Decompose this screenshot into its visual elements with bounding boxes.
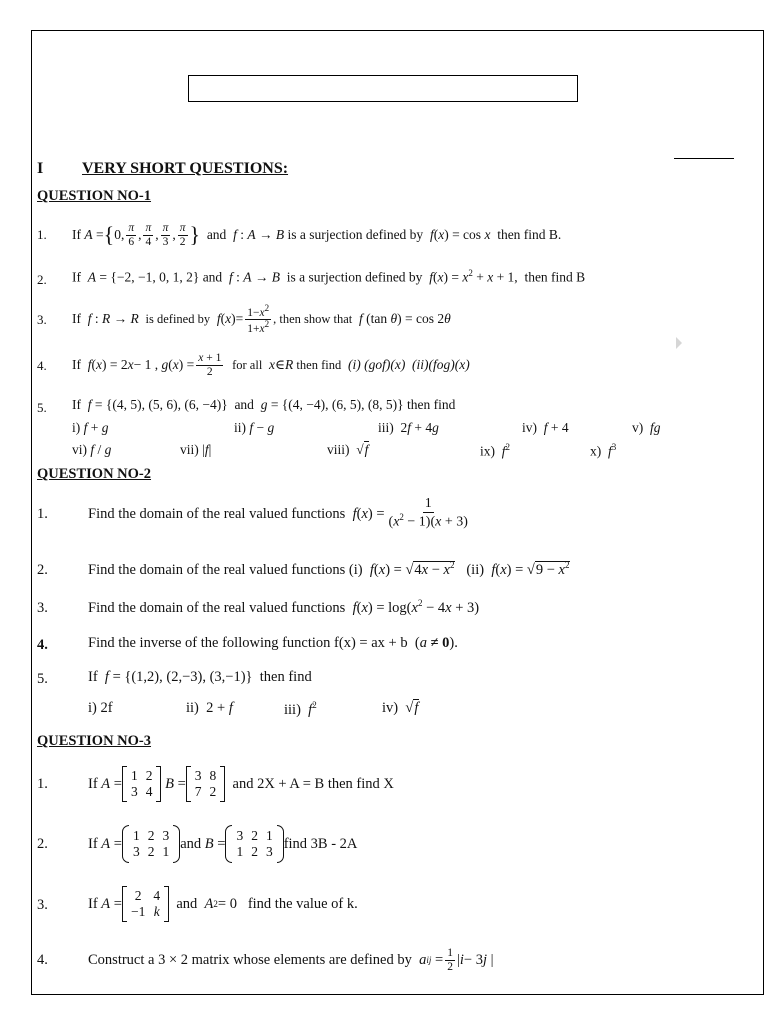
q2-1-text: Find the domain of the real valued functions f ( x ) = $\frac{1}{(x^2 - 1)(x + 3)}$ bbox=[88, 496, 468, 530]
q2-5-sub-ii: ii) 2 + f bbox=[186, 700, 233, 716]
q3-4-number: 4. bbox=[37, 952, 48, 968]
q1-5-sub-v: v) fg bbox=[632, 420, 661, 435]
q1-4-number: 4. bbox=[37, 358, 47, 373]
q1-4-text: If f ( x ) = 2 x − 1 , g ( x ) = $\frac{x + 1}{2}$ for all x ∈ R then find (i) (gof)(x) (ii)(fog)(x) bbox=[72, 352, 470, 378]
q1-5-sub-viii: viii) √f bbox=[327, 442, 369, 457]
q1-5-sub-vi: vi) f / g bbox=[72, 442, 112, 457]
q1-5-sub-iv: iv) f + 4 bbox=[522, 420, 569, 435]
q2-5-sub-iv: iv) √f bbox=[382, 700, 419, 716]
q1-5-sub-iii: iii) 2f + 4g bbox=[378, 420, 439, 435]
q1-5-sub-ix: ix) $f^2$ bbox=[480, 442, 511, 459]
q1-2-number: 2. bbox=[37, 272, 47, 287]
q3-2-text: If A = 1 2 3 3 2 1 and B = 3 2 1 1 2 3 find 3B - 2A bbox=[88, 822, 357, 866]
question-label-3: QUESTION NO-3 bbox=[37, 733, 152, 749]
q1-5-text: If f = {(4, 5), (5, 6), (6, −4)} and g = {(4, −4), (6, 5), (8, 5)} then find bbox=[72, 397, 456, 412]
right-rule bbox=[674, 158, 734, 159]
q2-4-text: Find the inverse of the following function f(x) = ax + b (a ≠ 0). bbox=[88, 635, 458, 651]
section-heading: VERY SHORT QUESTIONS: bbox=[82, 160, 289, 177]
q3-2-number: 2. bbox=[37, 836, 48, 852]
q3-3-text: If A = 2 4 −1 k and A 2 = 0 find the value of k. bbox=[88, 882, 358, 926]
q2-4-number: 4. bbox=[37, 637, 48, 653]
q1-1-text: If A = { 0, $\frac{\pi}{6}$ , $\frac{\pi}{4}$ , $\frac{\pi}{3}$ , $\frac{\pi}{2}$ } and f : A → B is a surjection defined by f ( x ) = cos x then find B. bbox=[72, 222, 562, 248]
q3-3-number: 3. bbox=[37, 897, 48, 913]
q2-5-text: If f = {(1,2), (2,−3), (3,−1)} then find bbox=[88, 669, 312, 685]
q2-2-number: 2. bbox=[37, 562, 48, 578]
q1-2-text: If A = {−2, −1, 0, 1, 2} and f : A → B is a surjection defined by $f(x) = x^2 + x + 1$, then find B bbox=[72, 268, 586, 285]
question-label-1: QUESTION NO-1 bbox=[37, 188, 152, 204]
q1-3-text: If f : R → R is defined by f ( x )= $\frac{1-x^2}{1+x^2}$ , then show that f (tan θ ) = cos 2 θ bbox=[72, 302, 451, 335]
q1-1-number: 1. bbox=[37, 227, 47, 242]
q1-5-sub-vii: vii) |f| bbox=[180, 442, 212, 457]
q2-2-text: Find the domain of the real valued functions (i) $f(x) = √4x - x^2$ (ii) $f(x) = √9 - x^2$ bbox=[88, 560, 570, 578]
q2-5-sub-iii: iii) $f^2$ bbox=[284, 700, 317, 718]
q2-5-sub-i: i) 2f bbox=[88, 700, 113, 716]
play-arrow-icon bbox=[676, 337, 682, 349]
q2-1-number: 1. bbox=[37, 506, 48, 522]
question-label-2: QUESTION NO-2 bbox=[37, 466, 152, 482]
q3-4-text: Construct a 3 × 2 matrix whose elements are defined by a ij = $\frac{1}{2}$ | i − 3 j | bbox=[88, 947, 494, 973]
q3-1-number: 1. bbox=[37, 776, 48, 792]
q1-5-sub-i: i) f + g bbox=[72, 420, 109, 435]
q3-1-text: If A = 1 2 3 4 B = 3 8 7 2 and 2X + A = B then find X bbox=[88, 762, 394, 806]
q2-3-number: 3. bbox=[37, 600, 48, 616]
q1-5-sub-ii: ii) f − g bbox=[234, 420, 275, 435]
q1-5-sub-x: x) $f^3$ bbox=[590, 442, 617, 459]
section-roman: I bbox=[37, 160, 44, 177]
q2-3-text: Find the domain of the real valued functions $f(x) = \log(x^2 - 4x + 3)$ bbox=[88, 598, 480, 616]
q2-5-number: 5. bbox=[37, 671, 48, 687]
title-box bbox=[188, 75, 578, 102]
q1-5-number: 5. bbox=[37, 400, 47, 415]
q1-3-number: 3. bbox=[37, 312, 47, 327]
